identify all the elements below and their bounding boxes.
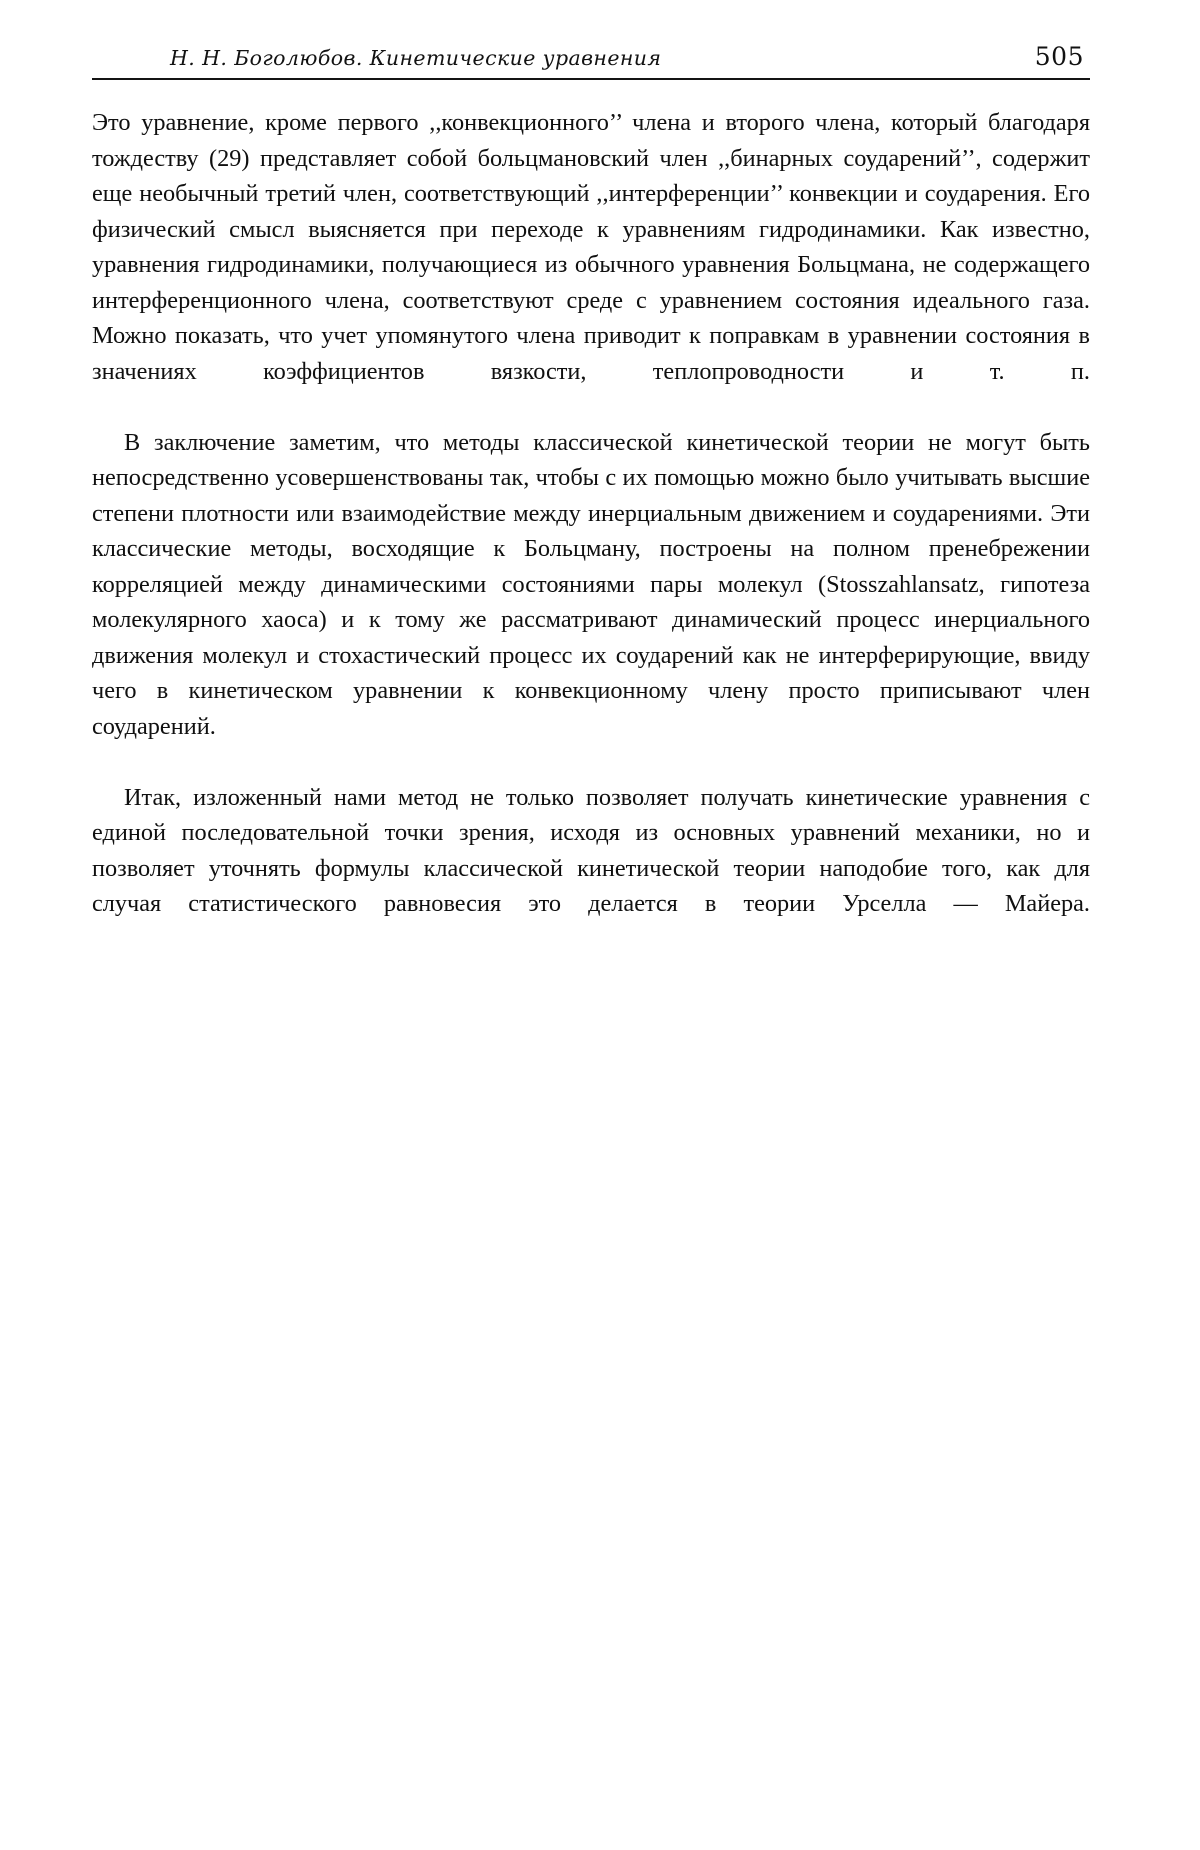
body-text: [92, 105, 1090, 957]
paragraph: В заключение заметим, что методы классической кинетической теории не могут быть непосредственно усовершенствованы так, чтобы с их помощью можно было учитывать высшие степени плотности или взаимодействие между инерциальным движением и соударениями. Эти классические методы, восходящие к Больцману, построены на полном пренебрежении корреляцией между динамическими состояниями пары молекул (Stosszahlansatz, гипотеза молекулярного хаоса) и к тому же рассматривают динамический процесс инерциального движения молекул и стохастический процесс их соударений как не интерферирующие, ввиду чего в кинетическом уравнении к конвекционному члену просто приписывают член соударений.: [92, 428, 1090, 740]
header-rule: [92, 78, 1090, 80]
paragraph: Итак, изложенный нами метод не только позволяет получать кинетические уравнения с единой последовательной точки зрения, исходя из основных уравнений механики, но и позволяет уточнять формулы классической кинетической теории наподобие того, как для случая статистического равновесия это делается в теории Урселла — Майера.: [92, 783, 1090, 917]
page-number: 505: [1034, 42, 1084, 71]
paragraph: Это уравнение, кроме первого ,,конвекционного’’ члена и второго члена, который благодаря тождеству (29) представляет собой больцмановский член ,,бинарных соударений’’, содержит еще необычный третий член, соответствующий ,,интерференции’’ конвекции и соударения. Его физический смысл выясняется при переходе к уравнениям гидродинамики. Как известно, уравнения гидродинамики, получающиеся из обычного уравнения Больцмана, не содержащего интерференционного члена, соответствуют среде с уравнением состояния идеального газа. Можно показать, что учет упомянутого члена приводит к поправкам в уравнении состояния в значениях коэффициентов вязкости, теплопроводности и т. п.: [92, 109, 1090, 385]
page-header: [92, 42, 1090, 71]
running-title: Н. Н. Боголюбов. Кинетические уравнения: [170, 46, 662, 70]
